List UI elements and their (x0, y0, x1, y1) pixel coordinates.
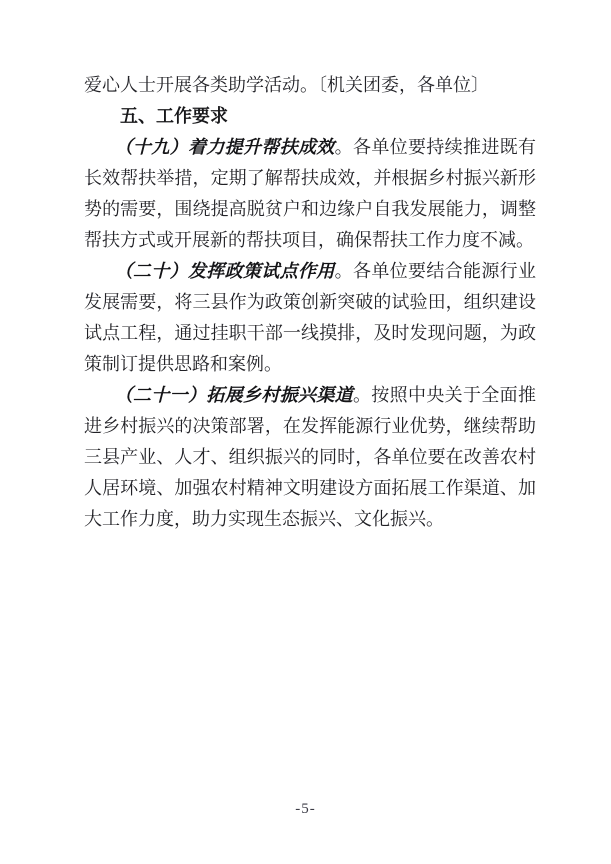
section-heading: 五、工作要求 (120, 106, 228, 126)
page-number: -5- (295, 801, 316, 817)
paragraph-item-21-body: 。按照中央关于全面推进乡村振兴的决策部署，在发挥能源行业优势，继续帮助三县产业、人才、组织振兴的同时，各单位要在改善农村人居环境、加强农村精神文明建设方面拓展工作渠道、加大工作力度，助力实现生态振兴、文化振兴。 (84, 385, 536, 529)
paragraph-continuation: 爱心人士开展各类助学活动。〔机关团委，各单位〕 (84, 75, 489, 95)
paragraph-item-21-lead: （二十一）拓展乡村振兴渠道 (114, 385, 353, 405)
paragraph-item-19-body: 。各单位要持续推进既有长效帮扶举措，定期了解帮扶成效，并根据乡村振兴新形势的需要，围绕提高脱贫户和边缘户自我发展能力，调整帮扶方式或开展新的帮扶项目，确保帮扶工作力度不减。 (84, 137, 537, 250)
paragraph-item-19 (84, 132, 536, 256)
document-body (84, 70, 536, 535)
paragraph-item-20-lead: （二十）发挥政策试点作用 (114, 261, 335, 281)
paragraph-item-21 (84, 380, 536, 535)
paragraph-item-20-body: 。各单位要结合能源行业发展需要，将三县作为政策创新突破的试验田，组织建设试点工程，通过挂职干部一线摸排，及时发现问题，为政策制订提供思路和案例。 (84, 261, 537, 374)
paragraph-item-19-lead: （十九）着力提升帮扶成效 (114, 137, 335, 157)
paragraph-item-20 (84, 256, 536, 380)
